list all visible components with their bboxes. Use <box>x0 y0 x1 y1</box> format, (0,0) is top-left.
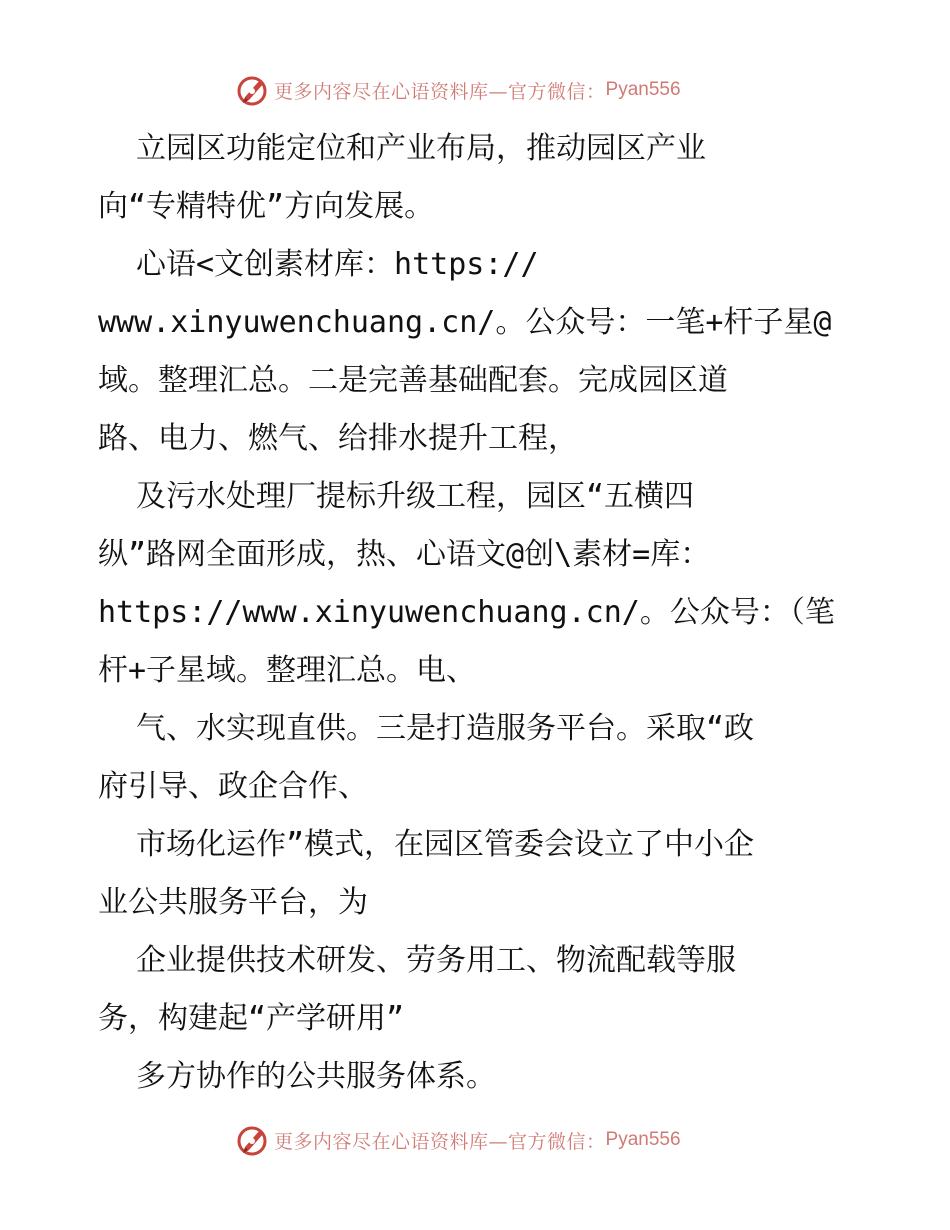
text-line: https://www.xinyuwenchuang.cn/。公众号：（笔 <box>98 595 835 630</box>
text-line: 府引导、政企合作、 <box>98 769 368 804</box>
footer-watermark <box>236 1122 681 1158</box>
text-line: 杆+子星域。整理汇总。电、 <box>98 653 477 688</box>
text-line: 市场化运作”模式，在园区管委会设立了中小企 <box>136 827 755 862</box>
text-line: 域。整理汇总。二是完善基础配套。完成园区道 <box>98 363 728 398</box>
text-line: 企业提供技术研发、劳务用工、物流配载等服 <box>136 943 736 978</box>
pen-logo-icon <box>236 1123 270 1157</box>
text-line: 及污水处理厂提标升级工程，园区“五横四 <box>136 479 695 514</box>
text-line: 心语<文创素材库：https:// <box>136 247 539 282</box>
text-line: 业公共服务平台，为 <box>98 885 368 920</box>
text-line: www.xinyuwenchuang.cn/。公众号：一笔+杆子星@ <box>98 305 832 340</box>
text-line: 向“专精特优”方向发展。 <box>98 189 435 224</box>
text-line: 气、水实现直供。三是打造服务平台。采取“政 <box>136 711 755 746</box>
document-body <box>98 120 858 1106</box>
text-line: 立园区功能定位和产业布局，推动园区产业 <box>136 131 706 166</box>
text-line: 纵”路网全面形成，热、心语文@创\素材=库： <box>98 537 711 572</box>
watermark-text: 更多内容尽在心语资料库—官方微信： <box>274 1130 606 1153</box>
text-line: 多方协作的公共服务体系。 <box>136 1059 496 1094</box>
text-line: 路、电力、燃气、给排水提升工程， <box>98 421 578 456</box>
watermark-text: 更多内容尽在心语资料库—官方微信： <box>274 80 606 103</box>
pen-logo-icon <box>236 73 270 107</box>
watermark-wechat-id: Pyan556 <box>605 1129 681 1150</box>
watermark-wechat-id: Pyan556 <box>605 79 681 100</box>
text-line: 务，构建起“产学研用” <box>98 1001 405 1036</box>
header-watermark <box>236 72 681 108</box>
